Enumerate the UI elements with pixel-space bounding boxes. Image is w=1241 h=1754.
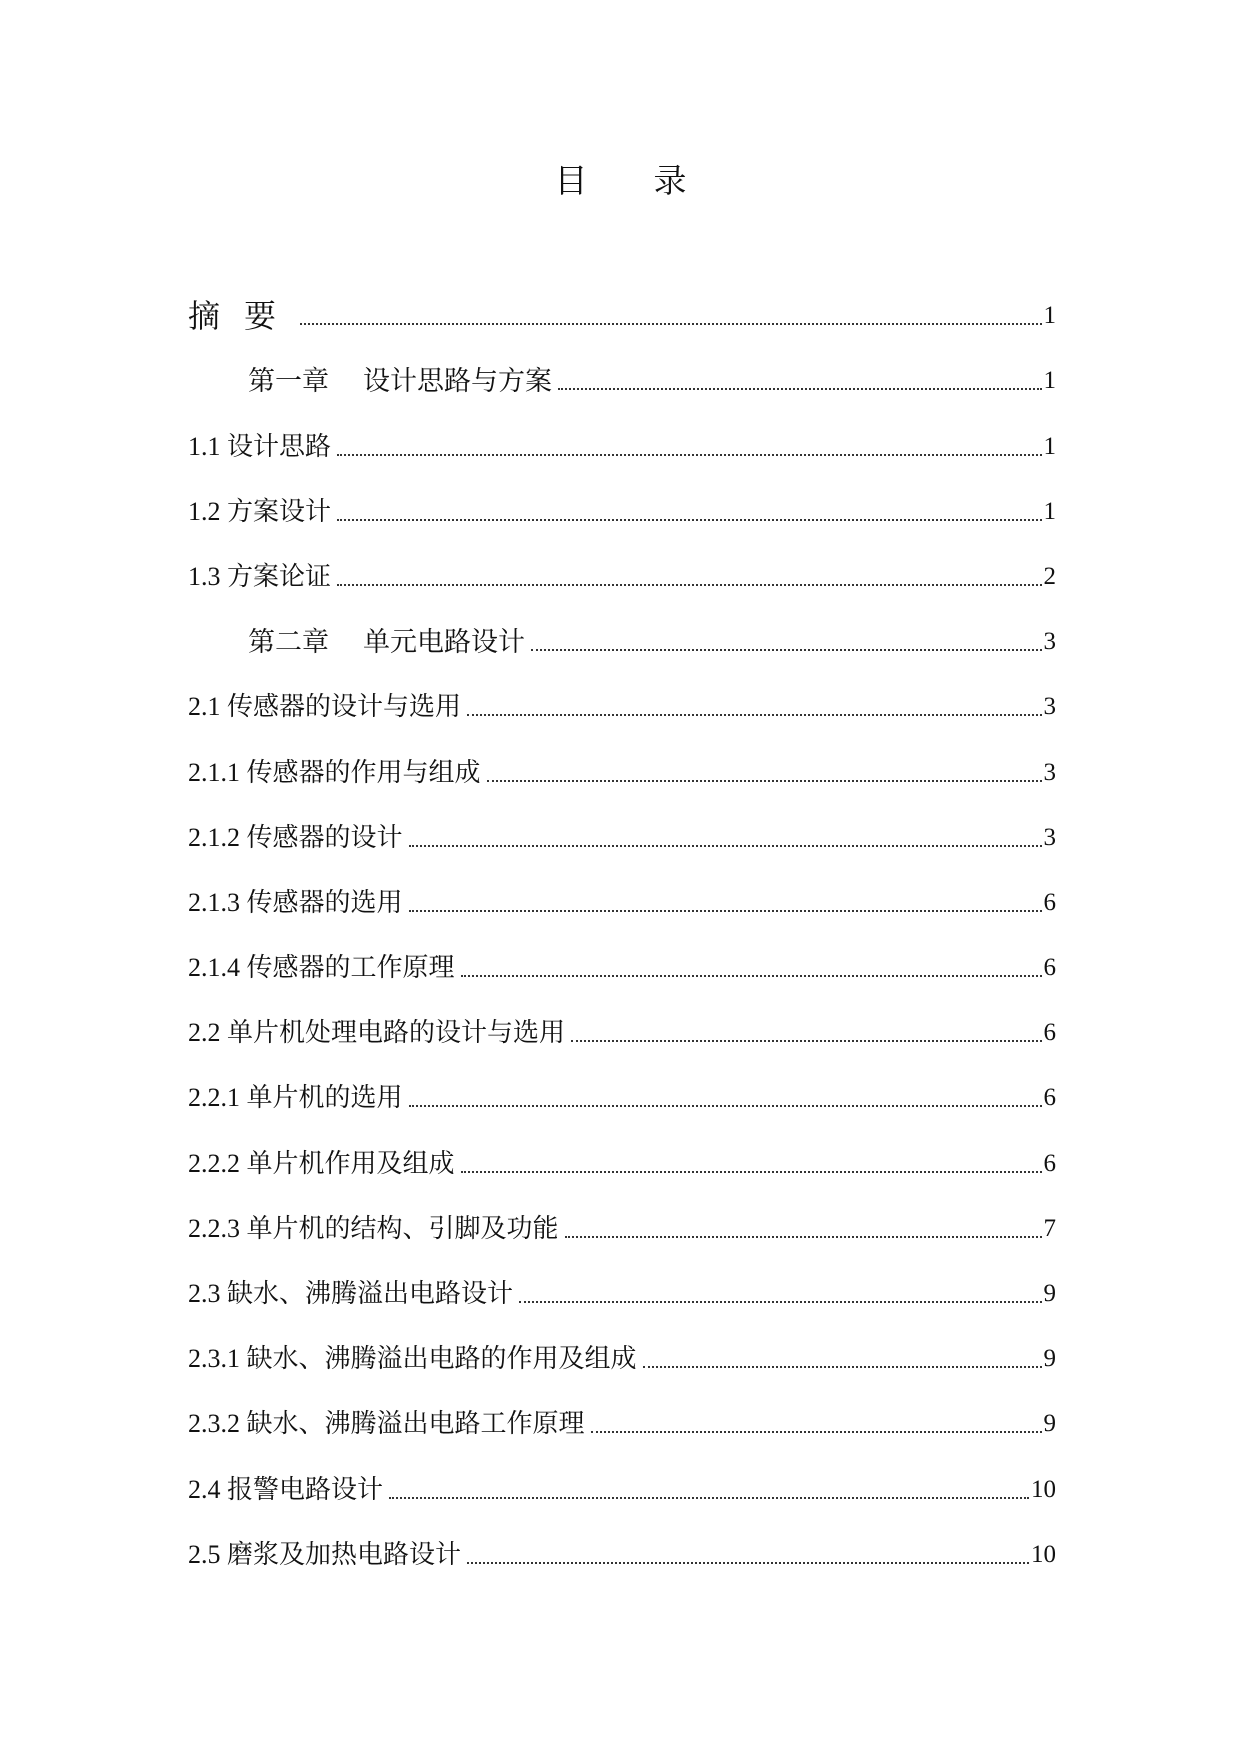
dot-leader [337, 454, 1041, 456]
toc-section-entry[interactable] [188, 1050, 1056, 1115]
toc-entry-label: 2.1 传感器的设计与选用 [188, 692, 462, 722]
toc-entry-label: 2.1.1 传感器的作用与组成 [188, 757, 481, 787]
toc-entry-label: 2.1.4 传感器的工作原理 [188, 953, 455, 983]
toc-page-number: 1 [1043, 367, 1056, 395]
toc-section-entry[interactable] [188, 1441, 1056, 1506]
toc-entry-label [188, 364, 558, 398]
toc-page-number: 6 [1043, 1149, 1056, 1177]
chapter-title: 设计思路与方案 [363, 366, 552, 397]
toc-abstract-entry[interactable] [188, 268, 1056, 333]
dot-leader [487, 780, 1042, 782]
dot-leader [300, 323, 1041, 325]
chapter-title: 单元电路设计 [363, 627, 525, 658]
dot-leader [389, 1497, 1029, 1499]
toc-page-number: 1 [1043, 497, 1056, 525]
dot-leader [409, 1105, 1042, 1107]
dot-leader [591, 1431, 1042, 1433]
toc-page-number: 3 [1043, 693, 1056, 721]
toc-chapter-entry[interactable] [188, 333, 1056, 398]
toc-page-number: 7 [1043, 1214, 1056, 1242]
toc-entry-label [188, 625, 531, 659]
toc-entry-label: 1.2 方案设计 [188, 496, 332, 526]
dot-leader [467, 714, 1041, 716]
dot-leader [565, 1236, 1042, 1238]
toc-entry-label: 2.2.3 单片机的结构、引脚及功能 [188, 1213, 559, 1243]
dot-leader [337, 584, 1041, 586]
dot-leader [571, 1040, 1041, 1042]
toc-page-number: 1 [1043, 432, 1056, 460]
dot-leader [519, 1301, 1041, 1303]
toc-section-entry[interactable] [188, 1376, 1056, 1441]
dot-leader [409, 845, 1042, 847]
toc-entry-label: 2.1.2 传感器的设计 [188, 822, 403, 852]
toc-page-number: 6 [1043, 888, 1056, 916]
toc-entry-label: 2.3 缺水、沸腾溢出电路设计 [188, 1279, 514, 1308]
toc-page-number: 9 [1043, 1345, 1056, 1373]
toc-section-entry[interactable] [188, 920, 1056, 985]
toc-entry-label: 2.2 单片机处理电路的设计与选用 [188, 1018, 566, 1048]
dot-leader [467, 1562, 1029, 1564]
dot-leader [461, 975, 1042, 977]
toc-section-entry[interactable] [188, 790, 1056, 855]
dot-leader [558, 388, 1042, 390]
toc-page-number: 1 [1043, 302, 1056, 330]
toc-entry-label: 2.5 磨浆及加热电路设计 [188, 1539, 462, 1569]
toc-page-number: 6 [1043, 1019, 1056, 1047]
dot-leader [461, 1171, 1042, 1173]
toc-entry-label: 2.1.3 传感器的选用 [188, 887, 403, 917]
toc-section-entry[interactable] [188, 1115, 1056, 1180]
toc-entry-label: 2.3.1 缺水、沸腾溢出电路的作用及组成 [188, 1344, 637, 1374]
toc-entry-label: 2.2.1 单片机的选用 [188, 1083, 403, 1113]
toc-entry-label: 2.3.2 缺水、沸腾溢出电路工作原理 [188, 1409, 585, 1439]
toc-chapter-entry[interactable] [188, 594, 1056, 659]
toc-section-entry[interactable] [188, 529, 1056, 594]
toc-entry-label: 1.3 方案论证 [188, 561, 332, 591]
toc-section-entry[interactable] [188, 985, 1056, 1050]
dot-leader [409, 910, 1042, 912]
toc-section-entry[interactable] [188, 1311, 1056, 1376]
toc-page-number: 10 [1031, 1475, 1056, 1503]
dot-leader [337, 519, 1041, 521]
toc-page-number: 3 [1043, 823, 1056, 851]
toc-section-entry[interactable] [188, 1181, 1056, 1246]
toc-title: 目录 [554, 164, 753, 200]
chapter-number: 第一章 [248, 366, 329, 397]
toc-list [188, 268, 1056, 1572]
toc-section-entry[interactable] [188, 464, 1056, 529]
toc-page-number: 6 [1043, 1084, 1056, 1112]
chapter-number: 第二章 [248, 627, 329, 658]
toc-entry-label: 2.4 报警电路设计 [188, 1474, 384, 1504]
toc-page-number: 3 [1043, 758, 1056, 786]
toc-page-number: 6 [1043, 954, 1056, 982]
toc-entry-label: 摘要 [188, 298, 301, 335]
toc-page-number: 9 [1043, 1410, 1056, 1438]
toc-section-entry[interactable] [188, 855, 1056, 920]
toc-section-entry[interactable] [188, 1507, 1056, 1572]
toc-entry-label: 2.2.2 单片机作用及组成 [188, 1148, 455, 1178]
toc-entry-label: 1.1 设计思路 [188, 431, 332, 461]
dot-leader [643, 1366, 1042, 1368]
toc-section-entry[interactable] [188, 1246, 1056, 1311]
dot-leader [531, 649, 1042, 651]
toc-page-number: 2 [1043, 562, 1056, 590]
toc-section-entry[interactable] [188, 398, 1056, 463]
toc-section-entry[interactable] [188, 659, 1056, 724]
toc-page-number: 10 [1031, 1540, 1056, 1568]
toc-section-entry[interactable] [188, 724, 1056, 789]
toc-page-number: 3 [1043, 628, 1056, 656]
toc-page-number: 9 [1043, 1280, 1056, 1307]
